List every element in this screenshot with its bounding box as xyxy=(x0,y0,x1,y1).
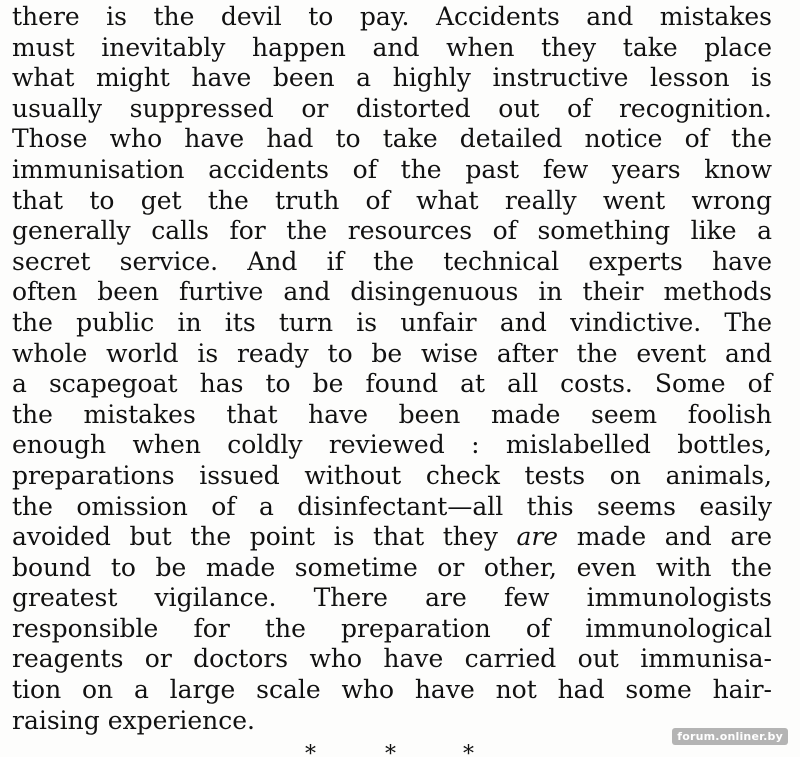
text-line: generally calls for the resources of something like a xyxy=(12,216,772,246)
text-line: often been furtive and disingenuous in their methods xyxy=(12,277,772,307)
text-line: there is the devil to pay. Accidents and mistakes xyxy=(12,2,772,31)
text-line: responsible for the preparation of immunological xyxy=(12,613,772,643)
watermark: forum.onliner.by xyxy=(672,728,788,745)
text-line-with-emphasis xyxy=(12,522,772,553)
text-line: whole world is ready to be wise after the event and xyxy=(12,338,772,368)
text-line: usually suppressed or distorted out of recognition. xyxy=(12,93,772,123)
text-line: raising experience. xyxy=(12,705,256,735)
text-line: the mistakes that have been made seem foolish xyxy=(12,399,772,429)
text-line: must inevitably happen and when they take place xyxy=(12,32,772,62)
text-line: greatest vigilance. There are few immunologists xyxy=(12,583,772,613)
text-line: what might have been a highly instructive lesson is xyxy=(12,63,772,93)
text-line: that to get the truth of what really went wrong xyxy=(12,185,772,215)
text-line: secret service. And if the technical experts have xyxy=(12,246,772,276)
text-line: a scapegoat has to be found at all costs. Some of xyxy=(12,369,772,399)
text-segment: made and are xyxy=(576,522,772,552)
text-line: bound to be made sometime or other, even with the xyxy=(12,552,772,582)
text-line: tion on a large scale who have not had some hair- xyxy=(12,675,772,705)
text-line: Those who have had to take detailed notice of the xyxy=(12,124,772,154)
emphasis-text: are xyxy=(516,522,559,552)
asterisk: * xyxy=(305,744,316,757)
text-line: enough when coldly reviewed : mislabelled bottles, xyxy=(12,430,772,460)
text-segment: avoided but the point is that they xyxy=(12,522,498,552)
asterisk: * xyxy=(463,744,474,757)
section-break xyxy=(0,744,800,757)
text-line: immunisation accidents of the past few years know xyxy=(12,154,772,184)
text-line: preparations issued without check tests on animals, xyxy=(12,460,772,490)
asterisk: * xyxy=(385,744,396,757)
body-paragraph xyxy=(12,2,772,736)
text-line: the public in its turn is unfair and vindictive. The xyxy=(12,307,772,337)
text-line: reagents or doctors who have carried out immunisa- xyxy=(12,644,772,674)
text-line: the omission of a disinfectant—all this seems easily xyxy=(12,491,772,521)
